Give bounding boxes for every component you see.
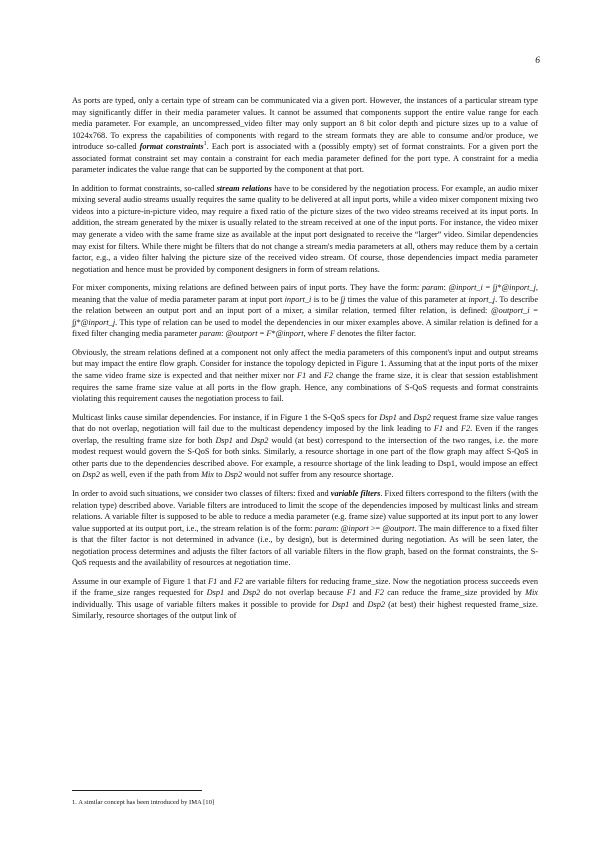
text-run: , where — [303, 329, 331, 339]
text-run: and — [356, 588, 375, 598]
text-run: @outport — [225, 329, 258, 339]
text-run: @outport — [382, 523, 415, 533]
text-run: individually. This usage of variable filters makes it possible to provide for — [72, 599, 332, 609]
text-run: : — [443, 283, 449, 293]
text-run: F1 — [433, 424, 444, 434]
text-run: F2 — [233, 576, 244, 586]
text-run: F1 — [208, 576, 218, 586]
text-run: variable filters — [330, 488, 381, 498]
text-run: @inport — [275, 329, 304, 339]
text-run: and — [306, 371, 324, 381]
text-run: stream relations — [216, 183, 272, 193]
text-run: request frame size value ranges that do not overlap, negotiation will fail due to the multicast dependency imposed by the link leading to — [72, 412, 538, 434]
text-run: = ∫ — [482, 283, 496, 293]
text-run: . To describe the relation between an output port and an input port of a mixer, a similar relation, termed filter relation, is defined: — [72, 294, 538, 316]
text-run: Dsp2 — [413, 412, 431, 422]
text-run: = ∫ — [72, 306, 538, 327]
text-run: as well, even if the path from — [99, 470, 202, 480]
text-run: j — [342, 294, 346, 304]
text-run: Assume in our example of Figure 1 that — [72, 576, 209, 586]
text-run: and — [224, 588, 243, 598]
text-run: In order to avoid such situations, we consider two classes of filters: fixed and — [72, 488, 331, 498]
text-run: F1 — [346, 588, 357, 598]
body-paragraph — [72, 95, 538, 176]
body-paragraph — [72, 576, 538, 622]
text-run: : — [336, 523, 341, 533]
text-run: would not suffer from any resource shortage. — [242, 470, 394, 480]
footnote-divider — [72, 790, 202, 791]
text-run: and — [443, 424, 461, 434]
text-run: @outport_i — [491, 306, 530, 316]
text-run: j — [74, 317, 77, 327]
text-run: param — [421, 283, 444, 293]
text-run: F1 — [297, 371, 307, 381]
body-paragraph — [72, 183, 538, 275]
text-run: change the frame size, it is clear that session establishment requires the same frame size value at all ports in the flow graph. Hence, any combinations of S-QoS requests and format constraints violating this requirement causes the negotiation process to fail. — [72, 371, 538, 404]
text-run: inport_i — [284, 294, 312, 304]
text-run: . The main difference to a fixed filter is that the filter factor is not determined in advance (i.e., by design), but is determined during negotiation. As will be seen later, the negotiation process determines and adjusts the filter factors of all variable filters in the flow graph, based on the format constraints, the S-QoS requests and the availability of resources at negotiation time. — [72, 523, 538, 568]
text-run: do not overlap because — [260, 588, 347, 598]
text-run: would (at best) correspond to the intersection of the two ranges, i.e. the more modest request would govern the S-QoS for both sinks. Similarly, a resource shortage in one part of the flow graph may affect S-QoS in other parts due to the dependencies described above. For example, a resource shortage of the link leading to Dsp1, would impose an effect on — [72, 435, 538, 480]
text-run: (at best) their highest requested frame_size. Similarly, resource shortages of the output link of — [72, 599, 538, 621]
text-run: inport_j — [468, 294, 496, 304]
text-run: F — [330, 329, 336, 339]
text-run: * — [76, 317, 81, 327]
text-run: have to be considered by the negotiation process. For example, an audio mixer mixing several audio streams usually requires the same quality to be delivered at all input ports, while a video mixer component mixing two videos into a picture-in-picture video, may require a fixed ratio of the picture sizes of the two video streams received at its input ports. In addition, the stream generated by the mixer is usually related to the stream received at one of the input ports. For instance, the video mixer may generate a video with the same frame size as available at the input port designated to receive the “larger” video. Similar dependencies may exist for filters. While there might be filters that do not change a stream's media parameters at all, others may reduce them by a certain factor, e.g., a video filter halving the picture size of the received video stream. Of course, those dependencies impact media parameter negotiation and hence must be provided by component designers in form of stream relations. — [72, 183, 538, 274]
text-run: Dsp1 — [206, 588, 225, 598]
text-run: and — [396, 412, 414, 422]
text-run: @inport_i — [448, 283, 483, 293]
text-run: >= — [368, 523, 383, 533]
text-run: * — [271, 329, 276, 339]
text-run: @inport_j — [80, 317, 116, 327]
text-run: F2 — [460, 424, 471, 434]
text-run: Dsp2 — [250, 435, 269, 445]
body-paragraph — [72, 282, 538, 340]
text-run: param — [314, 523, 337, 533]
body-paragraph — [72, 412, 538, 481]
text-run: . Fixed filters correspond to the filters (with the relation type) described above. Variable filters are introduced to limit the scope of the dependencies imposed by multicast links and stream relations. A variable filter is supposed to be able to reduce a media parameter (e.g. frame size) value supported at its input port to any lower value supported at its output port, i.e., the stream relation is of the form: — [72, 488, 539, 533]
text-run: param — [199, 329, 222, 339]
text-run: j — [495, 283, 498, 293]
text-run: times the value of this parameter at — [345, 294, 469, 304]
text-run: Dsp1 — [379, 412, 397, 422]
text-run: F2 — [323, 371, 334, 381]
text-run: @inport_j — [501, 283, 536, 293]
text-run: and — [217, 576, 234, 586]
text-run: F2 — [374, 588, 384, 598]
text-run: format constraints — [139, 142, 204, 152]
text-run: is to be ∫ — [311, 294, 343, 304]
text-run: For mixer components, mixing relations are defined between pairs of input ports. They have the form: — [72, 283, 422, 293]
text-run: . Each port is associated with a (possibly empty) set of format constraints. For a given port the associated format constraint set may contain a constraint for each media parameter defined for the port type. A constraint for a media parameter indicates the value range that can be supported by the component at that port. — [72, 142, 538, 175]
body-paragraph — [72, 347, 538, 405]
footnote-marker: 1 — [203, 141, 207, 148]
text-run: and — [232, 435, 251, 445]
text-run: Dsp2 — [367, 599, 386, 609]
text-run: = — [257, 329, 267, 339]
text-run: Mix — [201, 470, 214, 480]
text-run: . This type of relation can be used to model the dependencies in our mixer examples above. A similar relation is defined for a fixed filter changing media parameter — [72, 317, 538, 339]
body-text — [72, 95, 538, 629]
text-run: and — [349, 599, 368, 609]
text-run: F — [266, 329, 272, 339]
text-run: In addition to format constraints, so-called — [72, 183, 217, 193]
text-run: As ports are typed, only a certain type of stream can be communicated via a given port. However, the instances of a particular stream type may significantly differ in their media parameter values. It cannot be assumed that components support the entire value range for each media parameter. For example, an uncompressed_video filter may only support an 8 bit color depth and picture sizes up to a value of 1024x768. To express the capabilities of components with regard to the stream formats they are able to consume and/or produce, we introduce so-called — [72, 96, 538, 152]
text-run: denotes the filter factor. — [335, 329, 416, 339]
text-run: @inport — [340, 523, 369, 533]
text-run: can reduce the frame_size provided by — [383, 588, 526, 598]
text-run: Multicast links cause similar dependencies. For instance, if in Figure 1 the S-QoS specs for — [72, 412, 380, 422]
text-run: Mix — [525, 588, 538, 598]
text-run: : — [221, 329, 226, 339]
text-run: Dsp2 — [242, 588, 261, 598]
text-run: , meaning that the value of media parameter param at input port — [72, 283, 538, 304]
text-run: Obviously, the stream relations defined at a component not only affect the media parameters of this component's input and output streams but may impact the entire flow graph. Consider for instance the topology depicted in Figure 1. Assuming that at the input ports of the mixer the same video frame size is expected and that neither mixer nor — [72, 347, 538, 381]
footnote: 1. A similar concept has been introduced by IMA [10] — [72, 799, 215, 806]
text-run: are variable filters for reducing frame_size. Now the negotiation process succeeds even if the frame_size ranges requested for — [72, 576, 538, 598]
text-run: Dsp1 — [331, 599, 350, 609]
text-run: to — [213, 470, 225, 480]
text-run: * — [497, 283, 502, 293]
text-run: Dsp2 — [82, 470, 100, 480]
page-number: 6 — [535, 56, 540, 66]
text-run: Dsp1 — [215, 435, 233, 445]
text-run: . Even if the ranges overlap, the resulting frame size for both — [72, 424, 538, 445]
body-paragraph — [72, 488, 538, 569]
text-run: Dsp2 — [224, 470, 243, 480]
